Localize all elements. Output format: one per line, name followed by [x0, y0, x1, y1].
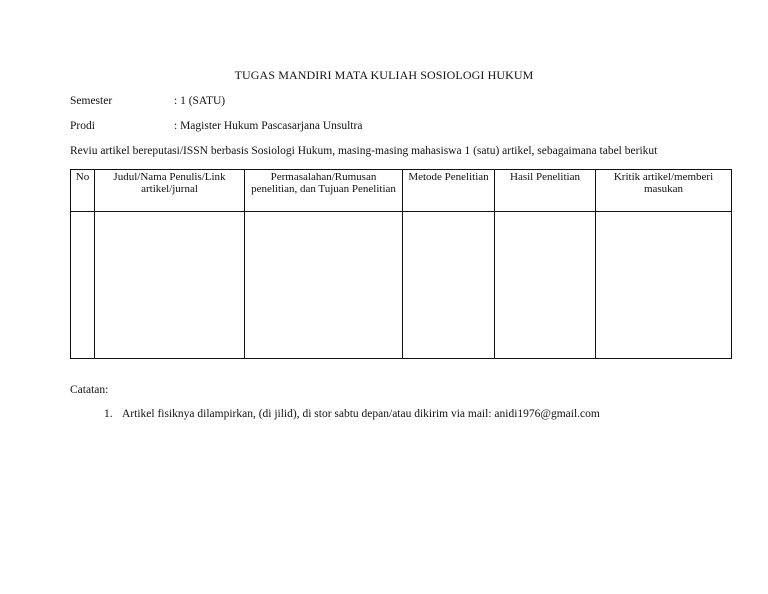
cell-permasalahan: [245, 212, 403, 359]
header-judul: Judul/Nama Penulis/Link artikel/jurnal: [95, 170, 245, 212]
table-header-row: [71, 170, 732, 212]
review-table: [70, 169, 732, 359]
field-semester-label: Semester: [70, 95, 113, 107]
document-title: TUGAS MANDIRI MATA KULIAH SOSIOLOGI HUKUM: [234, 68, 534, 82]
instruction-text: Reviu artikel bereputasi/ISSN berbasis Sosiologi Hukum, masing-masing mahasiswa 1 (satu) artikel, sebagaimana tabel berikut: [70, 145, 658, 157]
table-row: [71, 212, 732, 359]
cell-no: [71, 212, 95, 359]
header-kritik: Kritik artikel/memberi masukan: [596, 170, 732, 212]
notes-label: Catatan:: [70, 384, 109, 396]
note-number: 1.: [104, 408, 113, 420]
cell-kritik: [596, 212, 732, 359]
header-permasalahan: Permasalahan/Rumusan penelitian, dan Tujuan Penelitian: [245, 170, 403, 212]
list-item: [104, 408, 600, 420]
cell-metode: [403, 212, 495, 359]
field-semester-value: : 1 (SATU): [174, 95, 226, 107]
field-prodi-label: Prodi: [70, 120, 95, 132]
note-text: Artikel fisiknya dilampirkan, (di jilid), di stor sabtu depan/atau dikirim via mail: anidi1976@gmail.com: [122, 408, 600, 420]
field-prodi: [70, 120, 362, 132]
field-semester: [70, 95, 225, 107]
header-no: No: [71, 170, 95, 212]
field-prodi-value: : Magister Hukum Pascasarjana Unsultra: [174, 120, 363, 132]
cell-judul: [95, 212, 245, 359]
header-metode: Metode Penelitian: [403, 170, 495, 212]
header-hasil: Hasil Penelitian: [495, 170, 596, 212]
cell-hasil: [495, 212, 596, 359]
